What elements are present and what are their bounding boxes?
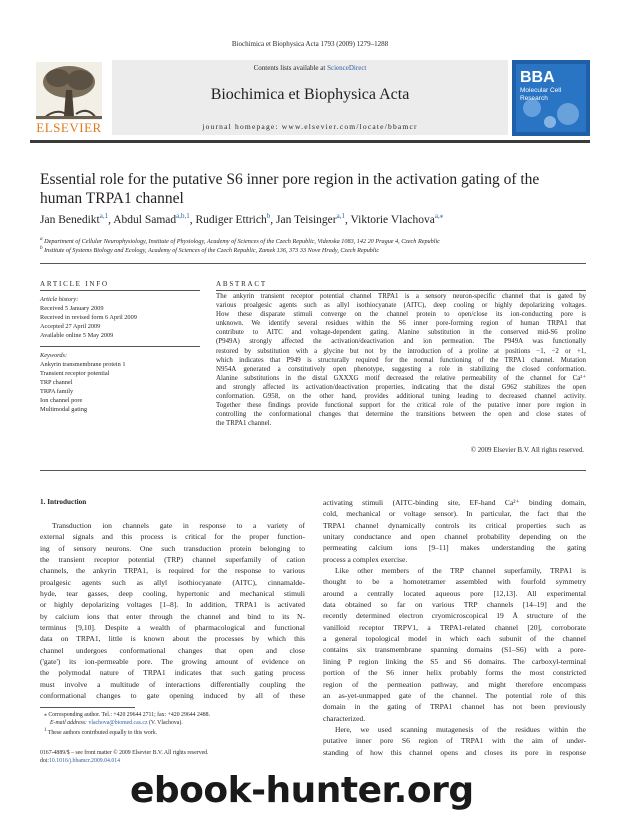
abstract-line: various proalgesic agents such as allyl isothiocyanate (AITC), deep cooling or highly depolarizing voltages. xyxy=(216,302,586,310)
abstract-line: N954A generated a constitutively open phenotype, suggesting a role in stabilizing the closed conformation. xyxy=(216,365,586,373)
author-affiliation-mark[interactable]: a,1 xyxy=(99,212,109,220)
body-line: or highly depolarizing voltages [1–8]. In addition, TRPA1 is activated xyxy=(40,600,305,610)
contents-prefix: Contents lists available at xyxy=(253,64,328,72)
body-line: ('gate') its ion-permeable pore. The growing amount of evidence on xyxy=(40,657,305,667)
body-line: domain in the gating of TRPA1 channel has not been previously xyxy=(323,702,586,712)
affiliation-mark: a xyxy=(40,236,43,242)
abstract-line: and strongly affected its activation/deactivation properties, indicating that the distal G962 stabilizes the open xyxy=(216,383,586,391)
body-line: lining P region linking the S5 and S6 domains. The carboxyl-terminal xyxy=(323,656,586,666)
elsevier-tree-logo-icon[interactable] xyxy=(30,60,110,136)
journal-name[interactable]: Biochimica et Biophysica Acta xyxy=(210,86,410,103)
keywords-divider xyxy=(40,346,200,347)
affiliation-b xyxy=(40,245,379,254)
body-line: channel undergoes conformational changes that open and close xyxy=(40,645,305,655)
abstract-line: Alanine substitutions in the distal GXXXG motif decreased the relative permeability of the channel for Ca²⁺ xyxy=(216,374,586,382)
abstract-heading: ABSTRACT xyxy=(216,280,267,288)
body-column-left xyxy=(40,520,305,702)
body-line: must involve a multitude of interactions differentially coupling the xyxy=(40,679,305,689)
body-line: hyde, tear gasses, deep cooling, hypertonic and mechanical stimuli xyxy=(40,589,305,599)
email-link[interactable]: vlachova@biomed.cas.cz xyxy=(88,720,148,726)
contents-available-line xyxy=(112,64,508,72)
body-line: conformational changes to gate opening induced by all of these xyxy=(40,691,305,701)
article-title xyxy=(40,170,539,208)
author-name: Jan Teisinger xyxy=(275,213,337,226)
body-line: terminus [9,10]. Despite a wealth of pharmacological and functional xyxy=(40,623,305,633)
body-line: cold, mechanical or voltage sensor). In particular, the fact that the xyxy=(323,509,586,519)
body-line: ing of sensory neurons. One such transduction protein belonging to xyxy=(40,543,305,553)
keyword: Ion channel pore xyxy=(40,397,83,404)
body-line: thought to be a homotetramer assembled with fourfold symmetry xyxy=(323,577,586,587)
introduction-heading: 1. Introduction xyxy=(40,498,87,506)
email-label: E-mail address: xyxy=(50,720,89,726)
history-item: Received 5 January 2009 xyxy=(40,305,104,312)
cover-subtitle-line2: Research xyxy=(520,95,548,102)
affiliation-text: Institute of Systems Biology and Ecology, Academy of Sciences of the Czech Republic, Zamek 136, 373 33 Nove Hrady, Czech Republic xyxy=(44,247,380,255)
keyword: TRP channel xyxy=(40,379,73,386)
abstract-line: The ankyrin transient receptor potential channel TRPA1 is a sensory neuron-specific channel that is gated by xyxy=(216,293,586,300)
copyright-notice: © 2009 Elsevier B.V. All rights reserved. xyxy=(470,447,584,454)
journal-cover-thumbnail-icon[interactable] xyxy=(512,60,590,136)
affiliation-mark: b xyxy=(40,245,43,251)
abstract-line: which indicates that P949 is structurally required for the normal functioning of the TRPA1 channel. Mutation xyxy=(216,356,586,364)
body-line: contains six transmembrane spanning domains (S1–S6) with a pore- xyxy=(323,645,586,655)
body-line: around a centrally located aqueous pore [12,13]. All experimental xyxy=(323,588,586,598)
header-divider xyxy=(30,140,590,143)
abstract-line: conformation. G958, on the other hand, provides additional tuning leading to decreased channel activity. xyxy=(216,393,586,401)
equal-contribution-text: These authors contributed equally to this work. xyxy=(47,729,158,736)
abstract-line: the TRPA1 channel. xyxy=(216,420,272,428)
body-line: channels, the ankyrin TRPA1, is required for the response to various xyxy=(40,566,305,576)
history-item: Available online 5 May 2009 xyxy=(40,332,114,339)
affiliations-divider xyxy=(40,263,586,264)
footnote-divider xyxy=(40,707,135,708)
email-footnote xyxy=(50,720,183,726)
history-item: Received in revised form 6 April 2009 xyxy=(40,314,137,321)
abstract-line: How these disparate stimuli converge on the channel protein to open/close its ion-conducting pore is xyxy=(216,311,586,319)
body-line: an as-yet-unmapped gate of the channel. The potential role of this xyxy=(323,690,586,700)
article-info-heading: ARTICLE INFO xyxy=(40,280,109,288)
body-line: putative inner pore S6 region of TRPA1 with the aim of under- xyxy=(323,736,586,746)
abstract-line: controlling the conformational changes that determine the transitions between the open and close states of xyxy=(216,411,586,419)
body-line: permeating calcium ions [9–11] makes understanding the gating xyxy=(323,543,586,553)
footnote-mark: 1 xyxy=(44,728,47,733)
email-suffix: (V. Vlachova). xyxy=(147,720,183,726)
cover-bba-label: BBA xyxy=(520,69,555,86)
body-line: data obtained so far on various TRP channels [14–19] and the xyxy=(323,600,586,610)
elsevier-wordmark: ELSEVIER xyxy=(36,120,102,135)
cover-subtitle-line1: Molecular Cell xyxy=(520,87,562,94)
body-line: data on TRPA1, little is known about the processes by which this xyxy=(40,634,305,644)
abstract-line: contribute to AITC and voltage-dependent gating. Alanine substitution in the conserved mid-S6 proline xyxy=(216,329,586,337)
corresponding-author-footnote xyxy=(44,712,210,718)
body-line: region of the permeation pathway, and might therefore encompass xyxy=(323,679,586,689)
body-column-right xyxy=(323,497,586,758)
author-affiliation-mark[interactable]: a,⁎ xyxy=(434,212,444,220)
abstract-line: (P949A) strongly affected the activation/deactivation and ion permeation. The P949A was functionally xyxy=(216,338,586,346)
body-line: Here, we used scanning mutagenesis of the residues within the xyxy=(335,724,586,734)
body-line: activating stimuli (AITC-binding site, EF-hand Ca²⁺ binding domain, xyxy=(323,498,586,507)
body-line: characterized. xyxy=(323,713,366,723)
abstract-divider xyxy=(216,290,586,291)
equal-contribution-footnote xyxy=(44,728,157,736)
body-line: by calcium ions that enter through the channel and bind to its N- xyxy=(40,611,305,621)
doi-link[interactable]: 10.1016/j.bbamcr.2009.04.014 xyxy=(49,758,121,764)
body-line: the polymodal nature of TRPA1 indicates that such gating process xyxy=(40,668,305,678)
body-line: external signals and this process is critical for the proper function- xyxy=(40,532,305,542)
body-line: the transient receptor potential (TRP) channel superfamily of cation xyxy=(40,555,305,565)
homepage-prefix: journal homepage: xyxy=(202,122,282,131)
issn-line: 0167-4889/$ – see front matter © 2009 Elsevier B.V. All rights reserved. xyxy=(40,750,209,756)
author-affiliation-mark[interactable]: b xyxy=(266,212,271,220)
sciencedirect-link[interactable]: ScienceDirect xyxy=(327,64,367,72)
footnote-mark: ⁎ xyxy=(44,712,47,718)
abstract-line: Together these findings provide functional support for the critical role of the putative inner pore region in xyxy=(216,402,586,410)
affiliation-text: Department of Cellular Neurophysiology, Institute of Physiology, Academy of Sciences of the Czech Republic, Videnska 1083, 142 20 Prague 4, Czech Republic xyxy=(44,238,440,246)
author-name: Rudiger Ettrich xyxy=(195,213,267,226)
abstract-line: unknown. We identify several residues within the S6 inner pore-forming region of human TRPA1 that xyxy=(216,320,586,328)
history-label: Article history: xyxy=(40,296,79,303)
body-line: vanilloid receptor TRPV1, a TRPA1-related channel [20], corroborate xyxy=(323,622,586,632)
abstract-body xyxy=(216,292,586,428)
author-name: Viktorie Vlachova xyxy=(350,213,435,226)
doi-prefix: doi: xyxy=(40,758,50,764)
body-line: a general topological model in which each subunit of the channel xyxy=(323,634,586,644)
author-affiliation-mark[interactable]: a,b,1 xyxy=(176,212,190,220)
article-info-divider xyxy=(40,290,200,291)
running-citation: Biochimica et Biophysica Acta 1793 (2009) 1279–1288 xyxy=(231,40,389,48)
homepage-url-link[interactable]: www.elsevier.com/locate/bbamcr xyxy=(281,122,418,131)
author-name: Abdul Samad xyxy=(113,213,177,226)
body-line: proalgesic agents such as allyl isothiocyanate (AITC), cinnamalde- xyxy=(40,577,305,587)
author-affiliation-mark[interactable]: a,1 xyxy=(336,212,345,220)
abstract-line: restored by substitution with a glycine but not by the introduction of a proline at positions −1, −2 or +1, xyxy=(216,347,586,355)
body-line: standing of how this channel opens and closes its pore in response xyxy=(323,747,586,757)
author-name: Jan Benedikt xyxy=(40,213,100,226)
keywords-label: Keywords: xyxy=(40,352,68,359)
body-line: portion of the S6 inner helix probably forms the most constricted xyxy=(323,668,586,678)
history-item: Accepted 27 April 2009 xyxy=(40,323,101,330)
body-line: TRPA1 channel dynamically controls its critical properties such as xyxy=(323,520,586,530)
keyword: Multimodal gating xyxy=(40,406,88,413)
keyword: TRPA family xyxy=(40,388,74,395)
corresponding-author-text: Corresponding author. Tel.: +420 29644 2711; fax: +420 29644 2488. xyxy=(48,712,211,718)
journal-homepage-line xyxy=(112,122,508,131)
keyword: Transient receptor potential xyxy=(40,370,110,377)
body-line: Like other members of the TRP channel superfamily, TRPA1 is xyxy=(335,566,586,576)
article-title-line: human TRPA1 channel xyxy=(40,190,184,207)
affiliation-a xyxy=(40,236,440,245)
article-title-line: Essential role for the putative S6 inner pore region in the activation gating of the xyxy=(40,171,540,188)
body-line: unitary conductance and open channel probability depending on the xyxy=(323,532,586,542)
body-line: recently determined electron cryomicroscopical 19 Å structure of the xyxy=(323,611,586,621)
body-line: process a complex exercise. xyxy=(323,554,408,564)
doi-line xyxy=(40,758,120,764)
watermark-text: ebook-hunter.org xyxy=(130,770,474,811)
abstract-bottom-divider xyxy=(40,470,586,471)
keyword: Ankyrin transmembrane protein 1 xyxy=(40,361,126,368)
author-list: Jan Benedikt$^{a,1}$, Abdul Samad$^{a,b,1}$, Rudiger Ettrich$^b$, Jan Teisinger$^{a,1}$, Viktorie Vlachova$^{a,⁎}$ xyxy=(40,212,444,226)
body-line: Transduction ion channels gate in response to a variety of xyxy=(52,521,305,530)
